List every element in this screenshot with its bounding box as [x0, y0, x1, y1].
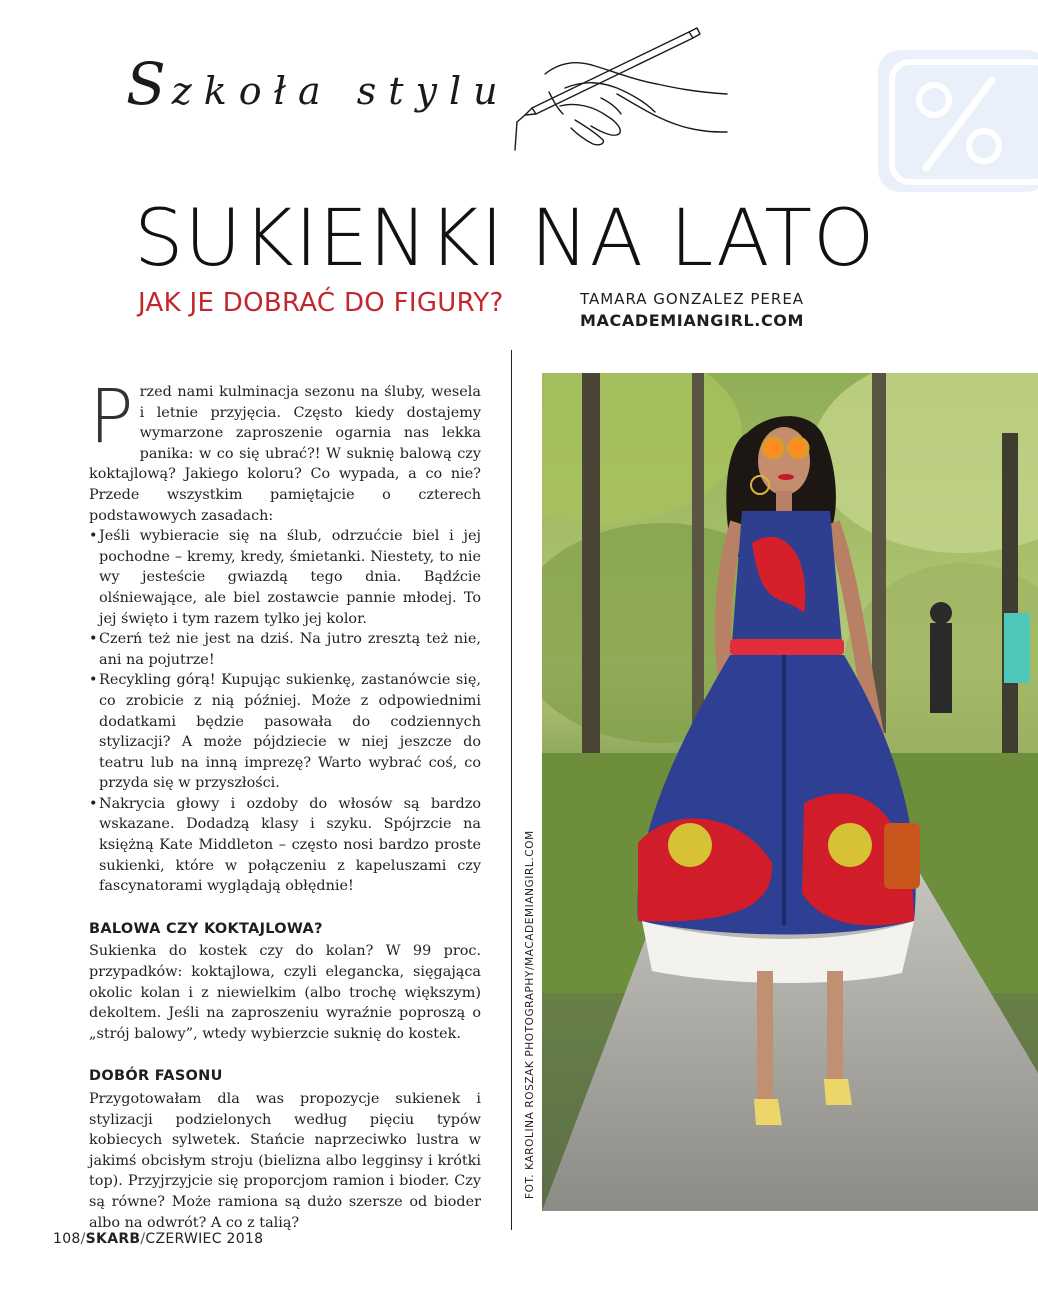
page-title: SUKIENKI NA LATO: [134, 194, 876, 284]
list-item: [89, 629, 481, 670]
author-website: MACADEMIANGIRL.COM: [580, 311, 805, 330]
list-item: [89, 794, 481, 897]
bullet-mark: •: [89, 631, 98, 648]
magazine-name: SKARB: [85, 1231, 141, 1247]
section-heading-balowa: BALOWA CZY KOKTAJLOWA?: [89, 920, 323, 937]
section-title-rest: zkoła stylu: [171, 69, 510, 113]
article-body: [89, 374, 481, 1233]
bullet-mark: •: [89, 528, 98, 545]
intro-text: rzed nami kulminacja sezonu na śluby, wesela i letnie przyjęcia. Często kiedy dostajemy wymarzone zaproszenie ogarnia nas lekka panika: w co się ubrać?! W suknię balową czy koktajlową? Jakiego koloru? Co wypada, a co nie? Przede wszystkim pamiętajcie o czterech podstawowych zasadach:: [89, 384, 481, 524]
section-title-initial: S: [126, 50, 172, 118]
page-footer: [53, 1231, 263, 1247]
list-item-text: Recykling górą! Kupując sukienkę, zastanówcie się, co zrobicie z nią później. Może z odpowiednimi dodatkami będzie pasowała do codziennych stylizacji? A może pójdziecie w niej jeszcze do teatru lub na inną imprezę? Warto wybrać coś, co przyda się w przyszłości.: [99, 672, 481, 792]
section-paragraph-balowa: Sukienka do kostek czy do kolan? W 99 proc. przypadków: koktajlowa, czyli elegancka, sięgająca okolic kolan i z niewielkim (albo trochę większym) dekoltem. Jeśli na zaproszeniu wyraźnie poproszą o „strój balowy”, wtedy wybierzcie suknię do kostek.: [89, 943, 481, 1042]
page-subtitle: JAK JE DOBRAĆ DO FIGURY?: [138, 288, 504, 318]
photo-credit: FOT. KAROLINA ROSZAK PHOTOGRAPHY/MACADEMIANGIRL.COM: [524, 830, 536, 1199]
intro-paragraph: [89, 374, 481, 526]
list-item-text: Czerń też nie jest na dziś. Na jutro zresztą też nie, ani na pojutrze!: [99, 631, 481, 668]
fashion-photo: [542, 373, 1038, 1211]
list-item: [89, 526, 481, 629]
rules-list: [89, 526, 481, 897]
drop-cap: P: [89, 374, 134, 460]
list-item-text: Jeśli wybieracie się na ślub, odrzućcie biel i jej pochodne – kremy, kredy, śmietanki. Niestety, to nie wy jesteście gwiazdą tego dnia. Bądźcie olśniewające, ale biel zostawcie pannie młodej. To jej święto i tym razem tylko jej kolor.: [99, 528, 481, 627]
list-item: [89, 670, 481, 794]
bullet-mark: •: [89, 795, 98, 812]
percent-logo-icon: [878, 50, 1038, 192]
author-byline: [580, 288, 804, 332]
issue-date: CZERWIEC 2018: [145, 1231, 264, 1247]
section-heading-fason: DOBÓR FASONU: [89, 1068, 223, 1085]
bullet-mark: •: [89, 672, 98, 689]
column-divider: [511, 350, 512, 1230]
hand-with-pen-drawing-icon: [505, 22, 730, 152]
section-paragraph-fason: Przygotowałam dla was propozycje sukienek i stylizacji podzielonych według pięciu typów kobiecych sylwetek. Stańcie naprzeciwko lustra w jakimś obcisłym stroju (bielizna albo legginsy i krótki top). Przyjrzyjcie się proporcjom ramion i bioder. Czy są równe? Może ramiona są dużo szersze od bioder albo na odwrót? A co z talią?: [89, 1091, 481, 1231]
author-name: TAMARA GONZALEZ PEREA: [580, 290, 805, 308]
footer-separator: /: [140, 1231, 146, 1247]
page-number: 108: [53, 1231, 81, 1247]
footer-separator: /: [80, 1231, 86, 1247]
list-item-text: Nakrycia głowy i ozdoby do włosów są bardzo wskazane. Dodadzą klasy i szyku. Spójrzcie na księżną Kate Middleton – często nosi bardzo proste sukienki, które w połączeniu z kapeluszami czy fascynatorami wyglądają obłędnie!: [99, 795, 481, 895]
section-title: [126, 50, 510, 118]
